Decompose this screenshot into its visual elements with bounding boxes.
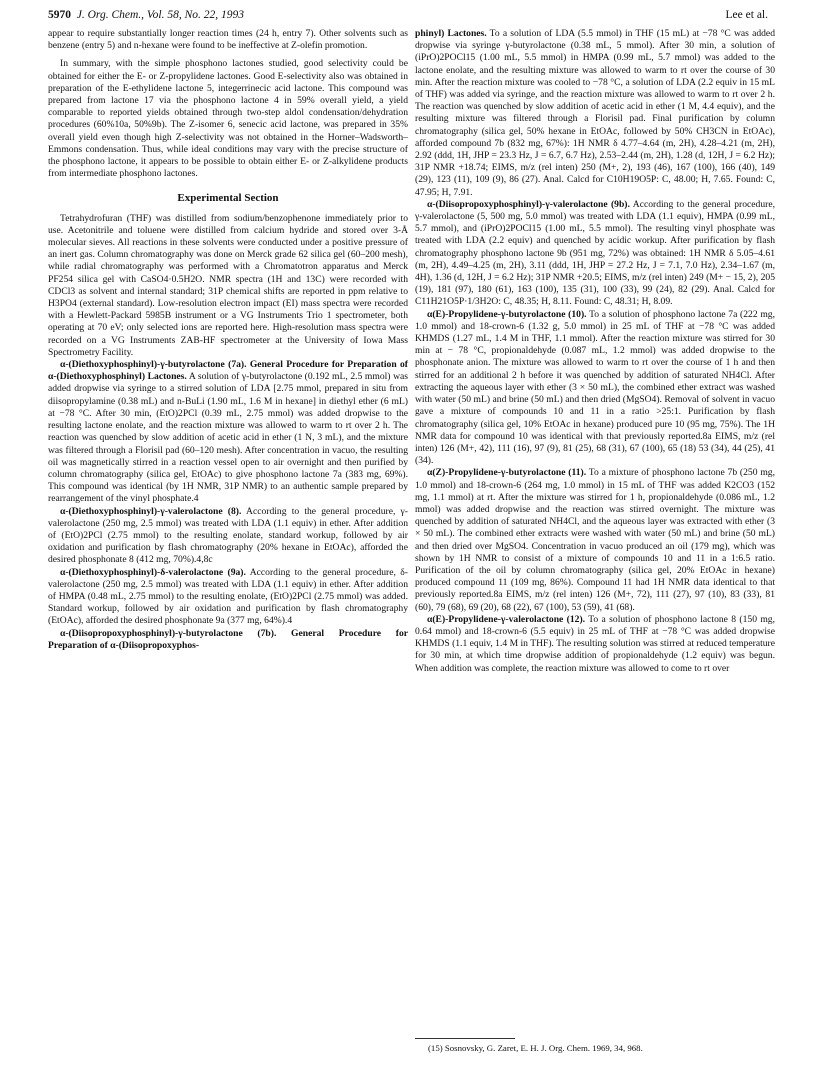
procedure-body: To a solution of phosphono lactone 8 (150 mg, 0.64 mmol) and 18-crown-6 (5.5 equiv) in 25 mL of THF at −78 °C was added dropwise KHMDS (1.1 equiv, 1.4 M in THF). The resulting solution was stirred at reduced temperature for 30 min, at which time dropwise addition of propionaldehyde (1.2 equiv) was begun. When addition was complete, the reaction mixture was allowed to come to rt over	[415, 613, 775, 674]
paragraph: In summary, with the simple phosphono lactones studied, good selectivity could be obtained for either the E- or Z-propylidene lactones. Good E-selectivity also was obtained in preparation of the E-ethylidene lactone 5, integerrinecic acid lactone. This compound was prepared from lactone 17 via the phosphono lactone 4 in 59% overall yield, a yield comparable to reported yields obtained through two-step aldol condensation/dehydration procedures (60%10a, 50%9b). The Z-isomer 6, senecic acid lactone, was prepared in 35% overall yield even though high Z-selectivity was not obtained in the Horner–Wadsworth–Emmons condensation. Thus, while ideal conditions may vary with the precise structure of the phosphono lactone, it appears to be possible to obtain either E- or Z-alkylidene products from intermediate phosphono lactones.	[48, 58, 408, 180]
procedure-title: α(E)-Propylidene-γ-valerolactone (12).	[427, 613, 586, 625]
procedure-body: According to the general procedure, γ-valerolactone (5, 500 mg, 5.0 mmol) was treated with LDA (1.1 equiv), HMPA (0.99 mL, 5.7 mmol), and (iPrO)2POCl15 (1.00 mL, 5.5 mmol). The resulting vinyl phosphate was treated with LDA (2.2 equiv) and quenched by acidic workup. After purification by flash chromatography phosphono lactone 9b (951 mg, 72%) was obtained: 1H NMR δ 5.05–4.61 (m, 2H), 4.49–4.25 (m, 2H), 3.11 (ddd, 1H, JHP = 27.2 Hz, J = 7.1, 7.0 Hz), 2.34–1.67 (m, 4H), 1.36 (d, 12H, J = 6.2 Hz); 31P NMR +20.5; EIMS, m/z (rel inten) 249 (M+ − 15, 2), 205 (19), 181 (97), 180 (61), 163 (100), 135 (31), 100 (33), 99 (24), 82 (29). Anal. Calcd for C11H21O5P·1/3H2O: C, 48.35; H, 8.11. Found: C, 48.31; H, 8.09.	[415, 198, 775, 308]
procedure-body: According to the general procedure, δ-valerolactone (250 mg, 2.5 mmol) was treated with LDA (1.1 equiv) in ether. After addition of HMPA (0.48 mL, 2.75 mmol) to the resulting enolate, (EtO)2PCl (2.75 mmol) was added. Standard workup, followed by air oxidation and purification by flash chromatography (EtOAc), afforded the desired phosphonate 9a (377 mg, 64%).4	[48, 566, 408, 627]
procedure-body: To a solution of LDA (5.5 mmol) in THF (15 mL) at −78 °C was added dropwise via syringe γ-butyrolactone (0.38 mL, 5 mmol). After 30 min, a solution of (iPrO)2POCl15 (1.00 mL, 5.5 mmol) in HMPA (0.99 mL, 5.7 mmol) was added to the lactone enolate, and the resulting mixture was allowed to warm to rt over the course of 30 min. After the reaction mixture was cooled to −78 °C, a solution of LDA (2.2 equiv in 15 mL of THF) was added via syringe, and the reaction mixture was allowed to warm to rt over 2 h. The reaction was quenched by slow addition of acetic acid in ether (1 M, 4.4 equiv), and the resulting mixture was filtered through a Florisil pad. Final purification by column chromatography (silica gel, 50% hexane in EtOAc, followed by 50% CH3CN in EtOAc), afforded compound 7b (832 mg, 67%): 1H NMR δ 4.77–4.64 (m, 2H), 4.28–4.21 (m, 2H), 2.92 (ddd, 1H, JHP = 23.3 Hz, J = 6.7, 6.7 Hz), 2.53–2.44 (m, 2H), 1.28 (d, 12H, J = 6.2 Hz); 31P NMR +18.74; EIMS, m/z (rel inten) 250 (M+, 2), 193 (46), 167 (100), 166 (40), 149 (29), 123 (11), 109 (9), 86 (27). Anal. Calcd for C10H19O5P: C, 48.00; H, 7.65. Found: C, 47.95; H, 7.91.	[415, 28, 775, 198]
procedure-title: α(Z)-Propylidene-γ-butyrolactone (11).	[427, 467, 587, 479]
right-column	[415, 28, 775, 675]
running-authors: Lee et al.	[725, 9, 768, 21]
section-title: Experimental Section	[177, 192, 279, 205]
procedure-paragraph	[48, 567, 408, 628]
procedure-title: α-(Diisopropoxyphosphinyl)-γ-butyrolactone (7b). General Procedure for Preparation of α-(Diisopropoxyphos-	[48, 627, 408, 651]
procedure-title: phinyl) Lactones.	[415, 28, 487, 39]
procedure-title: α-(Diisopropoxyphosphinyl)-γ-valerolactone (9b).	[427, 198, 630, 210]
procedure-body: According to the general procedure, γ-valerolactone (250 mg, 2.5 mmol) was treated with LDA (1.1 equiv) in ether. After addition of (EtO)2PCl (2.75 mmol) to the resulting enolate, standard workup, followed by air oxidation and purification by flash chromatography (20% hexane in EtOAc), afforded the desired phosphonate 8 (412 mg, 70%).4,8c	[48, 505, 408, 566]
paragraph: Tetrahydrofuran (THF) was distilled from sodium/benzophenone immediately prior to use. Acetonitrile and toluene were distilled from calcium hydride and stored over 3-Å molecular sieves. All reactions in these solvents were conducted under a positive pressure of an inert gas. Column chromatography was done on Merck grade 62 silica gel (60–200 mesh), while radial chromatography was performed with a Chromatotron apparatus and Merck PF254 silica gel with CaSO4·0.5H2O. NMR spectra (1H and 13C) were recorded with CDCl3 as solvent and internal standard; 31P chemical shifts are reported in ppm relative to H3PO4 (external standard). Low-resolution electron impact (EI) mass spectra were recorded with a Hewlett-Packard 5985B instrument or a VG Instruments Trio 1 spectrometer, both operating at 70 eV; only selected ions are reported here. High-resolution mass spectra were recorded on a VG Instruments ZAB-HF spectrometer at the University of Iowa Mass Spectrometry Facility.	[48, 212, 408, 358]
footnote: (15) Sosnovsky, G. Zaret, E. H. J. Org. Chem. 1969, 34, 968.	[428, 1043, 643, 1053]
procedure-title: α-(Diethoxyphosphinyl)-γ-valerolactone (8).	[60, 505, 242, 517]
running-header	[48, 9, 768, 27]
procedure-body: To a mixture of phosphono lactone 7b (250 mg, 1.0 mmol) and 18-crown-6 (264 mg, 1.0 mmol) in 15 mL of THF was added K2CO3 (152 mg, 1.1 mmol) at rt. After the mixture was stirred for 1 h, propionaldehyde (0.086 mL, 1.2 mmol) was added dropwise and the reaction was stirred overnight. The mixture was quenched by addition of saturated NH4Cl, and the aqueous layer was extracted with ether (3 × 50 mL). The combined ether extracts were washed with water (50 mL) and brine (50 mL) and then dried over MgSO4. Concentration in vacuo produced an oil (179 mg), which was shown by 1H NMR to consist of a mixture of compounds 10 and 11 in a 1:6.5 ratio. Purification of the oil by column chromatography (silica gel, 20% EtOAc in hexane) produced compound 11 (109 mg, 86%). Compound 11 had 1H NMR data identical to that previously reported.8a EIMS, m/z (rel inten) 126 (M+, 72), 111 (27), 97 (10), 83 (33), 81 (60), 79 (68), 69 (20), 68 (22), 67 (100), 53 (59), 41 (68).	[415, 467, 775, 613]
procedure-paragraph	[415, 199, 775, 309]
procedure-title: α-(Diethoxyphosphinyl)-δ-valerolactone (9a).	[60, 566, 246, 578]
procedure-title: α-(Diethoxyphosphinyl)-γ-butyrolactone (7a). General Procedure for Preparation of α-(Diethoxyphosphinyl) Lactones.	[48, 359, 408, 383]
page-number: 5970	[48, 9, 71, 21]
procedure-paragraph	[415, 309, 775, 468]
procedure-paragraph	[415, 467, 775, 613]
paragraph: appear to require substantially longer reaction times (24 h, entry 7). Other solvents such as benzene (entry 5) and n-hexane were found to be ineffective at Z-olefin promotion.	[48, 28, 408, 52]
procedure-body: To a solution of phosphono lactone 7a (222 mg, 1.0 mmol) and 18-crown-6 (1.32 g, 5.0 mmol) in 25 mL of THF at −78 °C was added KHMDS (1.27 mL, 1.4 M in THF, 1.1 mmol). After the reaction mixture was stirred for 30 min at − 78 °C, propionaldehyde (0.087 mL, 1.2 mmol) was added dropwise to the phosphonate anion. The mixture was allowed to warm to rt over the course of 1 h and then stirred for an additional 2 h before it was quenched by addition of saturated NH4Cl. After extracting the aqueous layer with ether (3 × 50 mL), the combined ether extract was washed with water (50 mL) and brine (50 mL) and then dried (MgSO4). Removal of solvent in vacuo gave a mixture of compounds 10 and 11 in a ratio >25:1. Purification by flash chromatography (silica gel, 10% EtOAc in hexane) produced pure 10 (95 mg, 75%). The 1H NMR data for compound 10 was identical with that previously reported.8a EIMS, m/z (rel inten) 126 (M+, 42), 111 (16), 97 (9), 81 (25), 68 (31), 67 (100), 65 (18) 53 (34), 44 (25), 41 (34).	[415, 308, 775, 467]
procedure-paragraph	[48, 359, 408, 505]
procedure-paragraph	[415, 28, 775, 199]
footnote-divider	[415, 1038, 515, 1039]
procedure-title: α(E)-Propylidene-γ-butyrolactone (10).	[427, 308, 587, 320]
left-column	[48, 28, 408, 652]
procedure-paragraph	[48, 506, 408, 567]
procedure-paragraph	[48, 628, 408, 652]
procedure-paragraph	[415, 614, 775, 675]
journal-citation: J. Org. Chem., Vol. 58, No. 22, 1993	[76, 9, 245, 21]
procedure-body: A solution of γ-butyrolactone (0.192 mL, 2.5 mmol) was added dropwise via syringe to a stirred solution of LDA [2.75 mmol, prepared in situ from diisopropylamine (0.38 mL) and n-BuLi (1.90 mL, 1.6 M in hexane] in diethyl ether (6 mL) at −78 °C. After 30 min, (EtO)2PCl (0.39 mL, 2.75 mmol) was added dropwise to the resulting lactone enolate, and the reaction mixture was allowed to warm to rt over 2 h. The reaction was quenched by slow addition of acetic acid in ether (1 N, 3 mL), and the mixture was filtered through a Florisil pad (60–120 mesh). After concentration in vacuo, the resulting oil was magnetically stirred in a reaction vessel open to air overnight and then purified by column chromatography (silica gel, EtOAc) to give phosphono lactone 7a (383 mg, 69%). This compound was identical (by 1H NMR, 31P NMR) to an authentic sample prepared by rearrangement of the vinyl phosphate.4	[48, 371, 408, 505]
